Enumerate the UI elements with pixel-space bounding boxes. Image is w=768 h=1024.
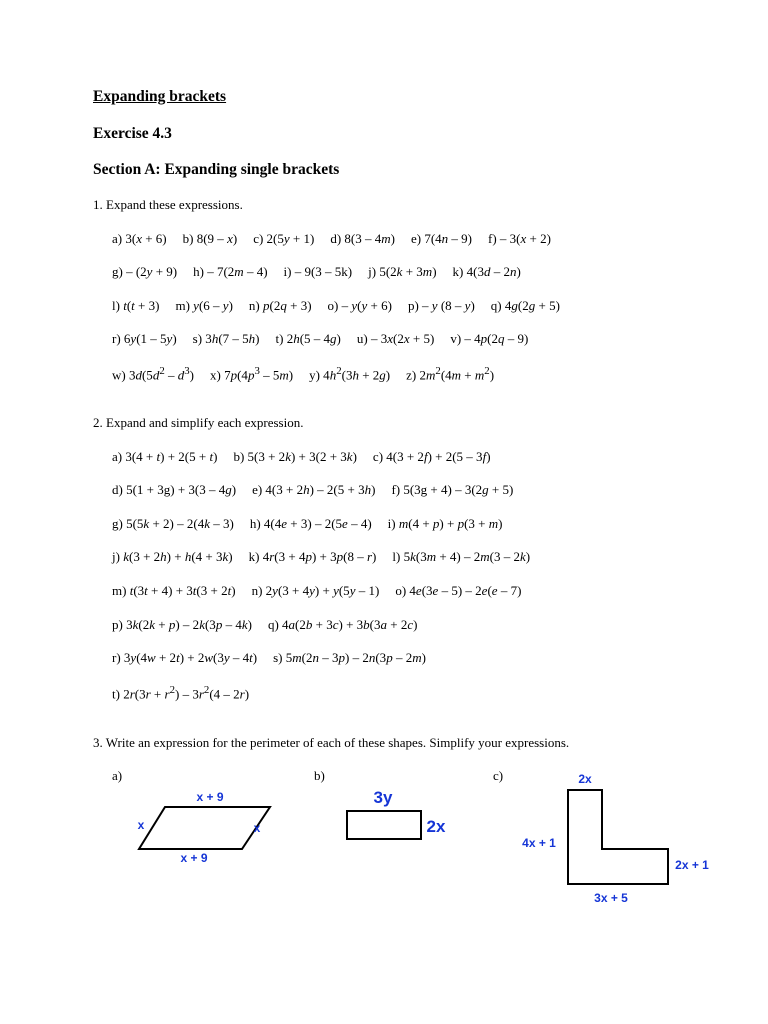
shape-a-right-label: x <box>253 821 261 835</box>
shape-c-bottom-label: 3x + 5 <box>594 891 628 905</box>
exercise-item: q) 4g(2g + 5) <box>490 298 560 313</box>
exercise-item: y) $4h^2(3h + 2g)$ <box>309 365 391 383</box>
exercise-item: a) 3(x + 6) <box>112 231 167 246</box>
exercise-item: l) 5k(3m + 4) – 2m(3 – 2k) <box>392 549 531 564</box>
exercise-item: r) 6y(1 – 5y) <box>112 331 177 346</box>
q2-row <box>112 583 521 599</box>
question-3-prompt: 3. Write an expression for the perimeter of each of these shapes. Simplify your expressions. <box>93 735 570 750</box>
exercise-item: t) 2h(5 – 4g) <box>275 331 341 346</box>
exercise-item: q) 4a(2b + 3c) + 3b(3a + 2c) <box>267 617 418 632</box>
exercise-item: e) 4(3 + 2h) – 2(5 + 3h) <box>252 482 376 497</box>
exercise-item: i) – 9(3 – 5k) <box>283 264 353 279</box>
exercise-item: h) – 7(2m – 4) <box>193 264 268 279</box>
shape-c-top-label: 2x <box>578 772 592 786</box>
exercise-item: k) 4r(3 + 4p) + 3p(8 – r) <box>248 549 377 564</box>
exercise-item: m) t(3t + 4) + 3t(3 + 2t) <box>112 583 236 598</box>
q1-row <box>112 231 551 247</box>
exercise-item: d) 5(1 + 3g) + 3(3 – 4g) <box>112 482 237 497</box>
exercise-item: s) 3h(7 – 5h) <box>192 331 260 346</box>
exercise-item: j) 5(2k + 3m) <box>368 264 437 279</box>
exercise-item: m) y(6 – y) <box>175 298 233 313</box>
shape-b-label: b) <box>314 768 325 783</box>
exercise-item: o) – y(y + 6) <box>327 298 392 313</box>
shape-a-top-label: x + 9 <box>196 790 224 804</box>
exercise-item: k) 4(3d – 2n) <box>452 264 521 279</box>
shape-c-label: c) <box>493 768 504 783</box>
question-1-prompt: 1. Expand these expressions. <box>93 197 243 212</box>
q1-row <box>112 264 521 280</box>
question-2-prompt: 2. Expand and simplify each expression. <box>93 415 304 430</box>
l-shape <box>568 790 668 884</box>
exercise-item: v) – 4p(2q – 9) <box>450 331 529 346</box>
exercise-item: x) $7p(4p^3 - 5m)$ <box>210 365 294 383</box>
shapes-diagram <box>0 770 768 970</box>
q2-row <box>112 449 491 465</box>
exercise-item: i) m(4 + p) + p(3 + m) <box>387 516 503 531</box>
exercise-item: g) – (2y + 9) <box>112 264 178 279</box>
exercise-item: f) 5(3g + 4) – 3(2g + 5) <box>391 482 514 497</box>
q1-row <box>112 365 494 383</box>
exercise-item: w) $3d(5d^2 - d^3)$ <box>112 365 194 383</box>
exercise-item: b) 8(9 – x) <box>182 231 238 246</box>
rectangle-shape <box>347 811 421 839</box>
exercise-item: s) 5m(2n – 3p) – 2n(3p – 2m) <box>273 650 426 665</box>
shape-a-left-label: x <box>137 818 145 832</box>
exercise-item: l) t(t + 3) <box>112 298 160 313</box>
exercise-item: u) – 3x(2x + 5) <box>356 331 435 346</box>
exercise-item: d) 8(3 – 4m) <box>330 231 395 246</box>
q1-row <box>112 298 560 314</box>
shape-a-bottom-label: x + 9 <box>180 851 208 865</box>
shape-b-top-label: 3y <box>373 788 393 807</box>
shape-a-label: a) <box>112 768 123 783</box>
exercise-item: z) $2m^2(4m + m^2)$ <box>406 365 495 383</box>
q2-row <box>112 516 503 532</box>
exercise-item: a) 3(4 + t) + 2(5 + t) <box>112 449 218 464</box>
exercise-item: g) 5(5k + 2) – 2(4k – 3) <box>112 516 234 531</box>
exercise-item: h) 4(4e + 3) – 2(5e – 4) <box>249 516 372 531</box>
exercise-item: n) 2y(3 + 4y) + y(5y – 1) <box>251 583 380 598</box>
exercise-item: c) 2(5y + 1) <box>253 231 315 246</box>
shape-c-left-label: 4x + 1 <box>522 836 556 850</box>
exercise-item: f) – 3(x + 2) <box>488 231 551 246</box>
exercise-item: n) p(2q + 3) <box>248 298 312 313</box>
exercise-item: p) 3k(2k + p) – 2k(3p – 4k) <box>112 617 252 632</box>
exercise-item: p) – y (8 – y) <box>407 298 475 313</box>
exercise-item: e) 7(4n – 9) <box>410 231 473 246</box>
shape-b-right-label: 2x <box>426 817 446 836</box>
section-heading: Section A: Expanding single brackets <box>93 161 340 178</box>
exercise-item: b) 5(3 + 2k) + 3(2 + 3k) <box>233 449 357 464</box>
q2-row <box>112 617 417 633</box>
shape-c-right-label: 2x + 1 <box>675 858 709 872</box>
exercise-item: c) 4(3 + 2f) + 2(5 – 3f) <box>372 449 491 464</box>
q2-row <box>112 650 426 666</box>
exercise-heading: Exercise 4.3 <box>93 125 172 142</box>
exercise-item: o) 4e(3e – 5) – 2e(e – 7) <box>395 583 522 598</box>
q2-row <box>112 684 249 702</box>
q2-row <box>112 549 530 565</box>
q1-row <box>112 331 528 347</box>
exercise-item: t) $2r(3r + r^2) - 3r^2(4 - 2r)$ <box>112 684 250 702</box>
exercise-item: j) k(3 + 2h) + h(4 + 3k) <box>112 549 233 564</box>
exercise-item: r) 3y(4w + 2t) + 2w(3y – 4t) <box>112 650 258 665</box>
page-title: Expanding brackets <box>93 88 227 105</box>
parallelogram-shape <box>139 807 270 849</box>
q2-row <box>112 482 513 498</box>
